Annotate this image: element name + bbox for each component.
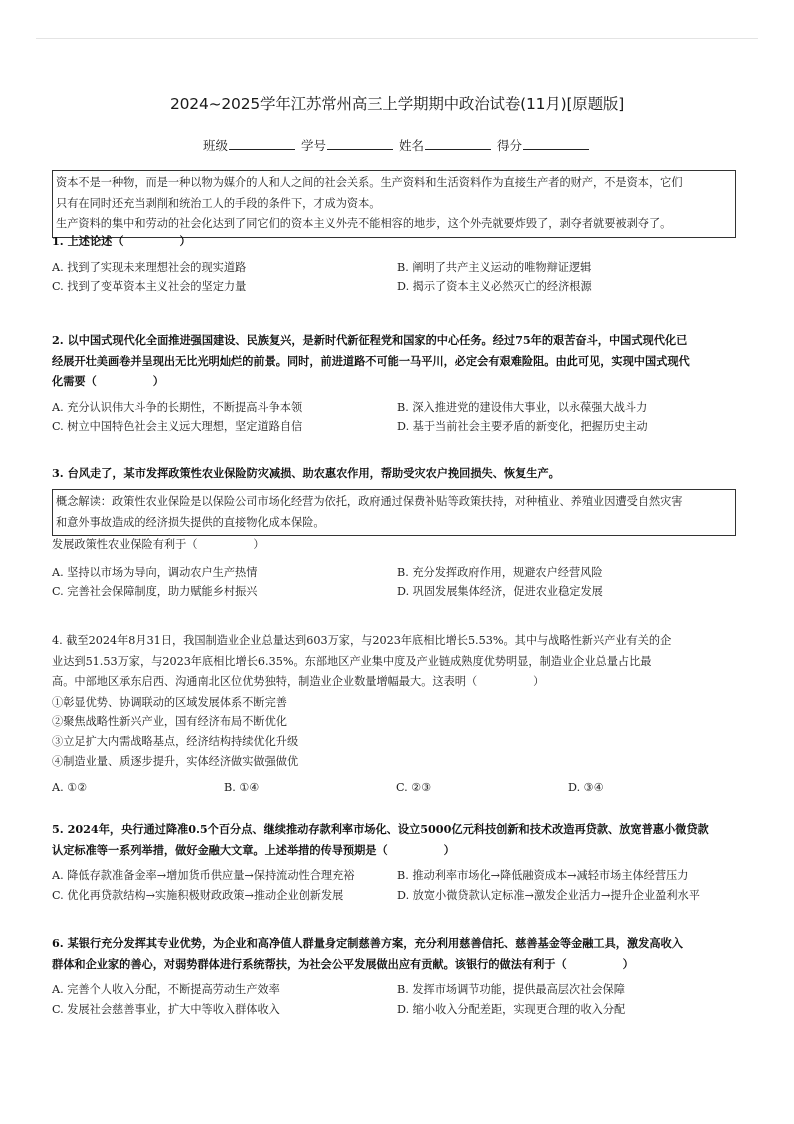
option-d[interactable]: D. 巩固发展集体经济，促进农业稳定发展 bbox=[397, 585, 603, 598]
options bbox=[52, 778, 742, 798]
question-stem-line: 4. 截至2024年8月31日，我国制造业企业总量达到603万家，与2023年底相比增长5.53%。其中与战略性新兴产业有关的企 bbox=[52, 634, 672, 647]
statement-item: ④制造业量、质逐步提升，实体经济做实做强做优 bbox=[52, 754, 299, 768]
student-id-label: 学号 bbox=[300, 138, 326, 153]
header-rule bbox=[36, 38, 758, 39]
statement-item: ②聚焦战略性新兴产业，国有经济布局不断优化 bbox=[52, 715, 287, 729]
option-b[interactable]: B. ①④ bbox=[224, 780, 260, 794]
option-c[interactable]: C. 找到了变革资本主义社会的坚定力量 bbox=[52, 280, 247, 293]
option-c[interactable]: C. 发展社会慈善事业，扩大中等收入群体收入 bbox=[52, 1002, 280, 1016]
option-b[interactable]: B. 充分发挥政府作用，规避农户经营风险 bbox=[397, 565, 603, 579]
score-label: 得分 bbox=[496, 138, 522, 153]
question-3-sub bbox=[52, 535, 742, 602]
name-blank[interactable] bbox=[425, 137, 491, 150]
option-a[interactable]: A. 找到了实现未来理想社会的现实道路 bbox=[52, 260, 247, 274]
page-title: 2024~2025学年江苏常州高三上学期期中政治试卷(11月)[原题版] bbox=[169, 95, 625, 113]
question-stem-line: 认定标准等一系列举措，做好金融大文章。上述举措的传导预期是（ ） bbox=[52, 842, 455, 857]
option-d[interactable]: D. 放宽小微贷款认定标准→激发企业活力→提升企业盈利水平 bbox=[397, 888, 700, 902]
student-id-blank[interactable] bbox=[327, 137, 393, 150]
option-d[interactable]: D. ③④ bbox=[568, 780, 604, 794]
score-blank[interactable] bbox=[523, 137, 589, 150]
question-stem-line: 2. 以中国式现代化全面推进强国建设、民族复兴，是新时代新征程党和国家的中心任务。经过75年的艰苦奋斗，中国式现代化已 bbox=[52, 333, 688, 347]
options bbox=[52, 563, 742, 602]
question-stem-line: 化需要（ ） bbox=[52, 374, 164, 388]
class-blank[interactable] bbox=[229, 137, 295, 150]
option-d[interactable]: D. 基于当前社会主要矛盾的新变化，把握历史主动 bbox=[397, 420, 648, 433]
question-stem-line: 5. 2024年，央行通过降准0.5个百分点、继续推动存款利率市场化、设立5000亿元科技创新和技术改造再贷款、放宽普惠小微贷款 bbox=[52, 822, 709, 836]
question-6 bbox=[52, 933, 742, 1019]
option-b[interactable]: B. 发挥市场调节功能，提供最高层次社会保障 bbox=[397, 983, 625, 996]
option-a[interactable]: A. 降低存款准备金率→增加货币供应量→保持流动性合理充裕 bbox=[52, 869, 355, 882]
option-b[interactable]: B. 深入推进党的建设伟大事业，以永葆强大战斗力 bbox=[397, 400, 648, 414]
question-2 bbox=[52, 330, 742, 437]
passage-box-1 bbox=[52, 170, 736, 238]
option-b[interactable]: B. 阐明了共产主义运动的唯物辩证逻辑 bbox=[397, 260, 592, 274]
question-stem-line: 高。中部地区承东启西、沟通南北区位优势独特，制造业企业数量增幅最大。这表明（ ） bbox=[52, 675, 545, 688]
options bbox=[52, 398, 742, 437]
concept-line: 概念解读：政策性农业保险是以保险公司市场化经营为依托，政府通过保费补贴等政策扶持，对种植业、养殖业因遭受自然灾害 bbox=[56, 495, 683, 508]
question-1 bbox=[52, 231, 742, 297]
concept-box bbox=[52, 489, 736, 536]
question-5 bbox=[52, 819, 742, 905]
options bbox=[52, 866, 742, 905]
option-b[interactable]: B. 推动利率市场化→降低融资成本→减轻市场主体经营压力 bbox=[397, 869, 689, 882]
sub-stem: 发展政策性农业保险有利于（ ） bbox=[52, 538, 265, 551]
passage-line: 生产资料的集中和劳动的社会化达到了同它们的资本主义外壳不能相容的地步，这个外壳就要炸毁了，剥夺者就要被剥夺了。 bbox=[56, 217, 672, 230]
question-stem: 1. 上述论述（ ） bbox=[52, 234, 191, 248]
statement-item: ③立足扩大内需战略基点，经济结构持续优化升级 bbox=[52, 735, 299, 749]
option-a[interactable]: A. 完善个人收入分配，不断提高劳动生产效率 bbox=[52, 983, 280, 996]
option-c[interactable]: C. 优化再贷款结构→实施积极财政政策→推动企业创新发展 bbox=[52, 888, 344, 902]
student-info-line bbox=[0, 136, 794, 154]
option-d[interactable]: D. 揭示了资本主义必然灭亡的经济根源 bbox=[397, 280, 592, 293]
option-a[interactable]: A. 充分认识伟大斗争的长期性，不断提高斗争本领 bbox=[52, 400, 303, 414]
question-stem-line: 业达到51.53万家，与2023年底相比增长6.35%。东部地区产业集中度及产业链成熟度优势明显，制造业企业总量占比最 bbox=[52, 654, 652, 668]
statement-item: ①彰显优势、协调联动的区域发展体系不断完善 bbox=[52, 695, 287, 709]
question-stem-line: 经展开壮美画卷并呈现出无比光明灿烂的前景。同时，前进道路不可能一马平川，必定会有艰难险阻。由此可见，实现中国式现代 bbox=[52, 353, 690, 368]
option-d[interactable]: D. 缩小收入分配差距，实现更合理的收入分配 bbox=[397, 1002, 626, 1016]
question-stem-line: 群体和企业家的善心，对弱势群体进行系统帮扶，为社会公平发展做出应有贡献。该银行的做法有利于（ ） bbox=[52, 956, 634, 971]
question-stem-line: 6. 某银行充分发挥其专业优势，为企业和高净值人群量身定制慈善方案，充分利用慈善信托、慈善基金等金融工具，激发高收入 bbox=[52, 936, 683, 950]
class-label: 班级 bbox=[202, 138, 228, 153]
option-a[interactable]: A. 坚持以市场为导向，调动农户生产热情 bbox=[52, 565, 258, 579]
question-4 bbox=[52, 631, 742, 797]
question-3 bbox=[52, 463, 742, 484]
options bbox=[52, 980, 742, 1019]
option-a[interactable]: A. ①② bbox=[52, 780, 88, 794]
option-c[interactable]: C. 完善社会保障制度，助力赋能乡村振兴 bbox=[52, 585, 258, 598]
concept-line: 和意外事故造成的经济损失提供的直接物化成本保险。 bbox=[56, 515, 325, 529]
passage-line: 资本不是一种物，而是一种以物为媒介的人和人之间的社会关系。生产资料和生活资料作为直接生产者的财产，不是资本，它们 bbox=[56, 176, 683, 189]
question-stem: 3. 台风走了，某市发挥政策性农业保险防灾减损、助农惠农作用，帮助受灾农户挽回损失、恢复生产。 bbox=[52, 466, 560, 480]
passage-line: 只有在同时还充当剥削和统治工人的手段的条件下，才成为资本。 bbox=[56, 196, 381, 210]
options bbox=[52, 258, 742, 297]
name-label: 姓名 bbox=[398, 138, 424, 153]
option-c[interactable]: C. ②③ bbox=[396, 780, 432, 794]
option-c[interactable]: C. 树立中国特色社会主义远大理想，坚定道路自信 bbox=[52, 420, 303, 433]
